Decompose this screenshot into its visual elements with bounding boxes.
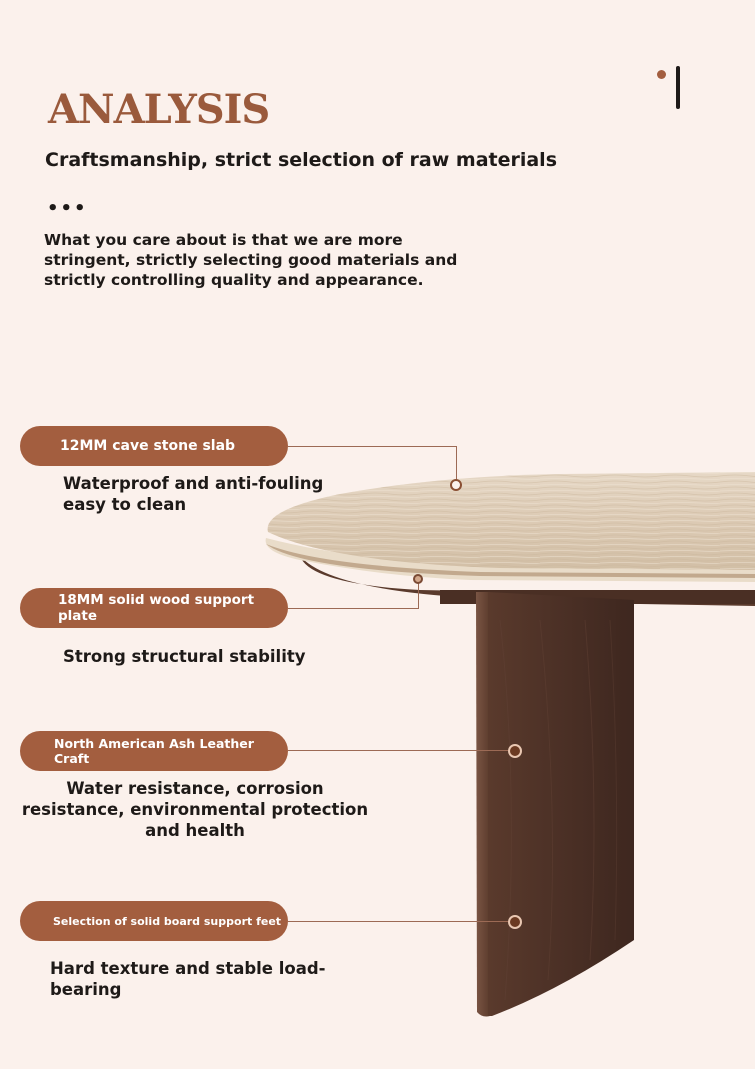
feature-pill-ash-leather: [20, 731, 288, 771]
leader-line-2: [288, 608, 419, 609]
feature-desc-stone-slab: Waterproof and anti-fouling easy to clean: [63, 474, 324, 514]
ellipsis-divider: •••: [47, 198, 88, 219]
page-title: ANALYSIS: [48, 86, 270, 133]
feature-pill-support-feet: [20, 901, 288, 941]
intro-text: What you care about is that we are more stringent, strictly selecting good materials and strictly controlling quality and appearance.: [44, 231, 458, 289]
marker-dot-4: [508, 915, 522, 929]
page-subtitle: Craftsmanship, strict selection of raw materials: [45, 149, 558, 171]
leader-line-3: [288, 750, 510, 751]
feature-label: 12MM cave stone slab: [60, 438, 236, 454]
feature-pill-stone-slab: [20, 426, 288, 466]
marker-dot-3: [508, 744, 522, 758]
feature-desc-support-feet: Hard texture and stable load-bearing: [50, 959, 326, 999]
feature-label: North American Ash Leather Craft: [54, 736, 254, 766]
feature-pill-wood-plate: [20, 588, 288, 628]
feature-desc-ash-leather: Water resistance, corrosion resistance, environmental protection and health: [21, 779, 369, 840]
leader-line-1-drop: [456, 446, 457, 480]
leader-line-1: [288, 446, 457, 447]
leader-line-2-rise: [418, 580, 419, 608]
marker-dot-2: [413, 574, 423, 584]
marker-dot-1: [450, 479, 462, 491]
feature-label: Selection of solid board support feet: [53, 914, 282, 928]
leader-line-4: [288, 921, 510, 922]
leg-side: [476, 592, 490, 1017]
feature-desc-wood-plate: Strong structural stability: [63, 647, 306, 666]
feature-label: 18MM solid wood support plate: [58, 592, 255, 624]
